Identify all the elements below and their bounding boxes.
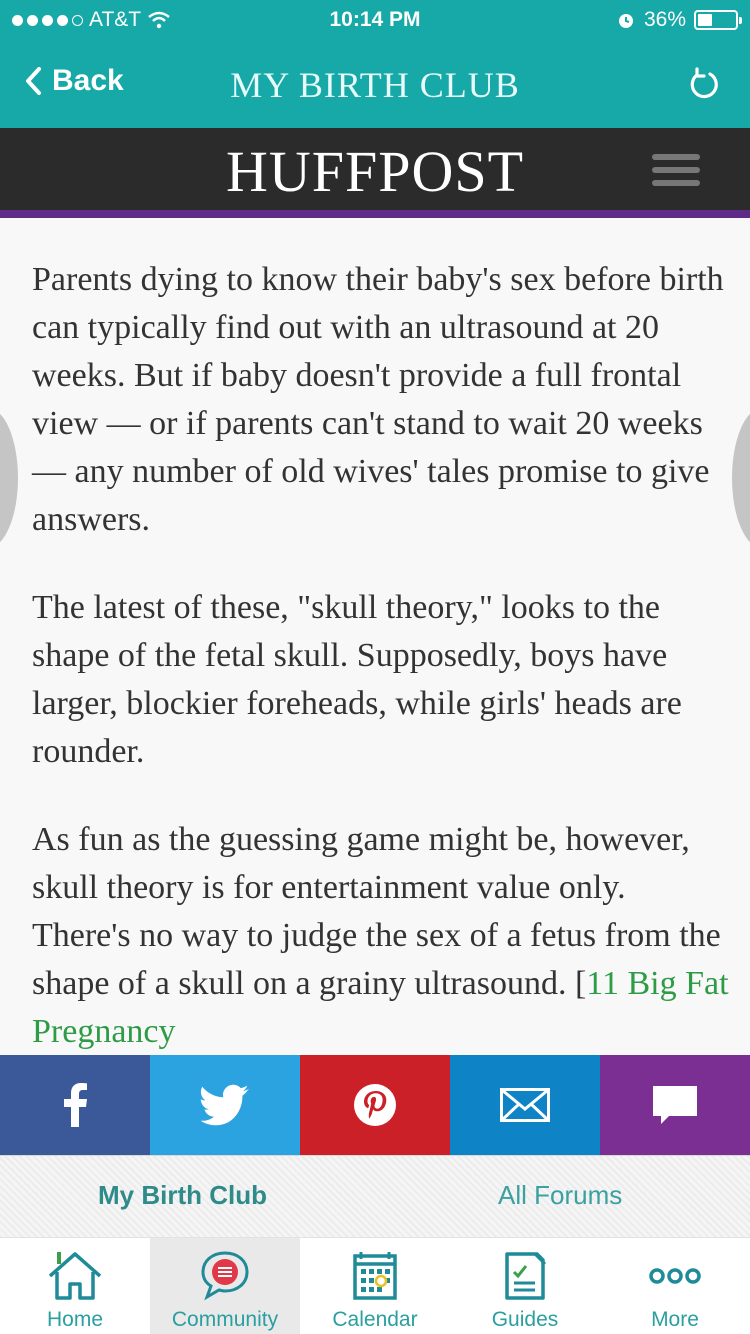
facebook-share-button[interactable] (0, 1055, 150, 1155)
nav-item-home[interactable] (0, 1238, 150, 1334)
article-paragraph: The latest of these, "skull theory," looks to the shape of the fetal skull. Supposedly, boys have larger, blockier foreheads, while girls' heads are rounder. (32, 589, 682, 770)
email-icon (500, 1088, 550, 1122)
nav-item-community[interactable] (150, 1238, 300, 1334)
twitter-share-button[interactable] (150, 1055, 300, 1155)
battery-percent: 36% (643, 8, 686, 31)
top-bar (0, 0, 750, 128)
home-icon (47, 1250, 103, 1302)
nav-item-guides[interactable] (450, 1238, 600, 1334)
nav-label: Community (171, 1308, 279, 1331)
comment-button[interactable] (600, 1055, 750, 1155)
community-icon (197, 1250, 253, 1302)
app-bar (0, 40, 750, 128)
page-title: MY BIRTH CLUB (230, 65, 520, 105)
article-paragraph (32, 816, 732, 1055)
nav-item-more[interactable] (600, 1238, 750, 1334)
status-bar (0, 0, 750, 40)
site-header (0, 128, 750, 210)
pinterest-icon (352, 1082, 398, 1128)
pinterest-share-button[interactable] (300, 1055, 450, 1155)
tab-my-birth-club[interactable]: My Birth Club (98, 1180, 267, 1210)
article-paragraph: Parents dying to know their baby's sex before birth can typically find out with an ultrasound at 20 weeks. But if baby doesn't provide a full frontal view — or if parents can't stand to wait 20 weeks — any number of old wives' tales promise to give answers. (32, 261, 724, 538)
comment-icon (651, 1084, 699, 1126)
huffpost-logo: HUFFPOST (225, 139, 525, 204)
nav-label: Guides (491, 1308, 559, 1331)
facebook-icon (62, 1083, 88, 1127)
bottom-navigation (0, 1237, 750, 1334)
clock: 10:14 PM (329, 8, 421, 31)
next-page-handle[interactable] (732, 408, 750, 548)
article-link[interactable]: 11 Big Fat Pregnancy (32, 965, 729, 1050)
article-body[interactable] (0, 218, 750, 1055)
twitter-icon (200, 1084, 250, 1126)
tab-all-forums[interactable]: All Forums (498, 1180, 623, 1210)
article-paragraph-text: As fun as the guessing game might be, however, skull theory is for entertainment value only. There's no way to judge the sex of a fetus from the shape of a skull on a grainy ultrasound. [ (32, 821, 721, 1002)
nav-label: More (651, 1308, 699, 1331)
guides-icon (497, 1250, 553, 1302)
nav-label: Home (46, 1308, 104, 1331)
refresh-icon[interactable] (686, 66, 722, 102)
alarm-icon (616, 10, 636, 30)
forum-tabs (0, 1155, 750, 1237)
hamburger-menu-icon[interactable] (652, 154, 700, 186)
nav-label: Calendar (332, 1308, 418, 1331)
email-share-button[interactable] (450, 1055, 600, 1155)
more-icon (647, 1250, 703, 1302)
battery-icon (694, 10, 738, 30)
back-label: Back (52, 64, 124, 97)
previous-page-handle[interactable] (0, 408, 18, 548)
carrier-label: AT&T (89, 8, 142, 31)
calendar-icon (347, 1250, 403, 1302)
share-bar (0, 1055, 750, 1155)
header-divider (0, 210, 750, 218)
nav-item-calendar[interactable] (300, 1238, 450, 1334)
